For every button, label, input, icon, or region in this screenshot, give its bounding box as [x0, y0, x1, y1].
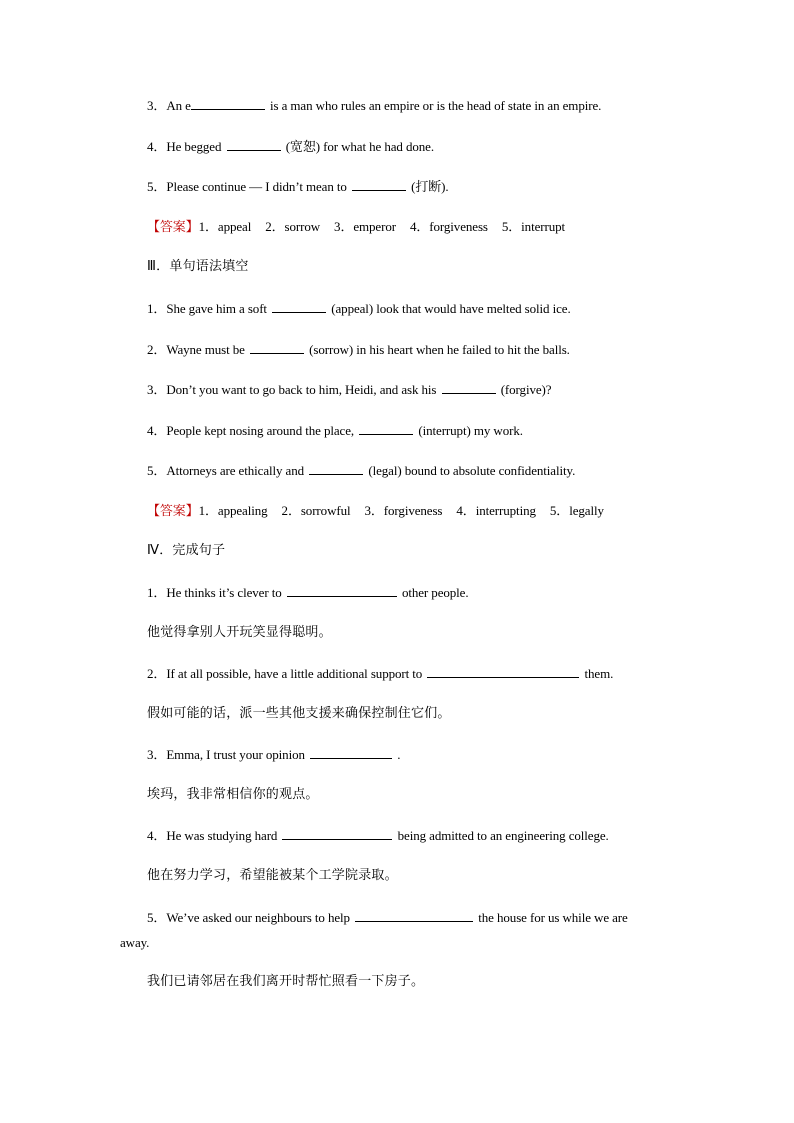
answer-blank[interactable]	[309, 461, 363, 475]
item-text-after: them.	[584, 666, 614, 681]
item-text-after: .	[397, 747, 401, 762]
sentence-item-4	[147, 826, 609, 845]
item-text-before: Emma, I trust your opinion	[166, 747, 305, 762]
answer-blank[interactable]	[282, 826, 392, 840]
answer-4: 4．forgiveness	[409, 219, 488, 234]
item-number: 3．	[147, 382, 167, 397]
answer-2: 2．sorrowful	[281, 503, 351, 518]
item-text-after: (legal) bound to absolute confidentiality.	[368, 463, 576, 478]
item-text-before: If at all possible, have a little additional support to	[166, 666, 423, 681]
item-number: 3．	[147, 747, 167, 762]
answer-blank[interactable]	[359, 421, 413, 435]
item-text-after: (打断).	[411, 179, 449, 194]
answer-blank[interactable]	[352, 177, 406, 191]
grammar-answer-key	[147, 502, 604, 521]
sentence-translation-1: 他觉得拿别人开玩笑显得聪明。	[147, 625, 332, 640]
item-number: 5．	[147, 179, 167, 194]
item-text-after: being admitted to an engineering college.	[397, 828, 609, 843]
item-text-after: is a man who rules an empire or is the head of state in an empire.	[269, 98, 602, 113]
answer-blank[interactable]	[442, 380, 496, 394]
answer-blank[interactable]	[427, 664, 579, 678]
grammar-item-1	[147, 299, 571, 318]
answer-label: 【答案】	[147, 220, 199, 235]
answer-2: 2．sorrow	[265, 219, 321, 234]
item-text-before: He thinks it’s clever to	[166, 585, 282, 600]
answer-blank[interactable]	[310, 745, 392, 759]
section-heading-grammar: Ⅲ．单句语法填空	[147, 259, 249, 274]
item-number: 2．	[147, 666, 167, 681]
sentence-item-5-continuation: away.	[120, 935, 150, 950]
item-text-before: People kept nosing around the place,	[166, 423, 355, 438]
grammar-item-5	[147, 461, 575, 480]
answer-blank[interactable]	[355, 908, 473, 922]
answer-blank[interactable]	[250, 340, 304, 354]
item-number: 3．	[147, 98, 167, 113]
item-number: 4．	[147, 139, 167, 154]
item-text-after: (宽恕) for what he had done.	[285, 139, 434, 154]
answer-3: 3．forgiveness	[364, 503, 443, 518]
item-number: 1．	[147, 585, 167, 600]
answer-3: 3．emperor	[334, 219, 396, 234]
sentence-item-1	[147, 583, 469, 602]
sentence-item-5	[147, 908, 628, 927]
item-text-after: (forgive)?	[500, 382, 552, 397]
vocab-item-5	[147, 177, 449, 196]
answer-blank[interactable]	[272, 299, 326, 313]
item-text-before: She gave him a soft	[166, 301, 267, 316]
sentence-translation-5: 我们已请邻居在我们离开时帮忙照看一下房子。	[147, 974, 425, 989]
item-number: 1．	[147, 301, 167, 316]
item-text-before: He was studying hard	[166, 828, 278, 843]
item-number: 4．	[147, 423, 167, 438]
item-text-after: the house for us while we are	[478, 910, 628, 925]
item-text-before: Attorneys are ethically and	[166, 463, 305, 478]
item-number: 2．	[147, 342, 167, 357]
grammar-item-2	[147, 340, 570, 359]
answer-label: 【答案】	[147, 504, 199, 519]
item-text-before: Wayne must be	[166, 342, 245, 357]
item-text-before: Please continue — I didn’t mean to	[166, 179, 347, 194]
sentence-translation-4: 他在努力学习，希望能被某个工学院录取。	[147, 868, 398, 883]
answer-blank[interactable]	[287, 583, 397, 597]
item-number: 5．	[147, 910, 167, 925]
answer-blank[interactable]	[191, 96, 265, 110]
sentence-item-2	[147, 664, 613, 683]
vocab-item-4	[147, 137, 434, 156]
answer-1: 1．appeal	[198, 219, 252, 234]
item-number: 4．	[147, 828, 167, 843]
vocab-item-3	[147, 96, 601, 115]
item-text-after: other people.	[401, 585, 469, 600]
item-text-before: An e	[166, 98, 191, 113]
answer-4: 4．interrupting	[456, 503, 536, 518]
item-text-after: (appeal) look that would have melted solid ice.	[331, 301, 571, 316]
answer-1: 1．appealing	[198, 503, 268, 518]
answer-5: 5．interrupt	[501, 219, 566, 234]
grammar-item-3	[147, 380, 551, 399]
answer-blank[interactable]	[227, 137, 281, 151]
grammar-item-4	[147, 421, 523, 440]
section-heading-sentences: Ⅳ．完成句子	[147, 543, 226, 558]
item-text-after: (interrupt) my work.	[418, 423, 523, 438]
sentence-translation-3: 埃玛，我非常相信你的观点。	[147, 787, 319, 802]
item-text-before: Don’t you want to go back to him, Heidi, and ask his	[166, 382, 437, 397]
sentence-translation-2: 假如可能的话，派一些其他支援来确保控制住它们。	[147, 706, 451, 721]
item-text-after: (sorrow) in his heart when he failed to hit the balls.	[309, 342, 570, 357]
sentence-item-3	[147, 745, 400, 764]
item-text-before: He begged	[166, 139, 222, 154]
answer-5: 5．legally	[549, 503, 604, 518]
item-number: 5．	[147, 463, 167, 478]
vocab-answer-key	[147, 218, 565, 237]
item-text-before: We’ve asked our neighbours to help	[166, 910, 350, 925]
